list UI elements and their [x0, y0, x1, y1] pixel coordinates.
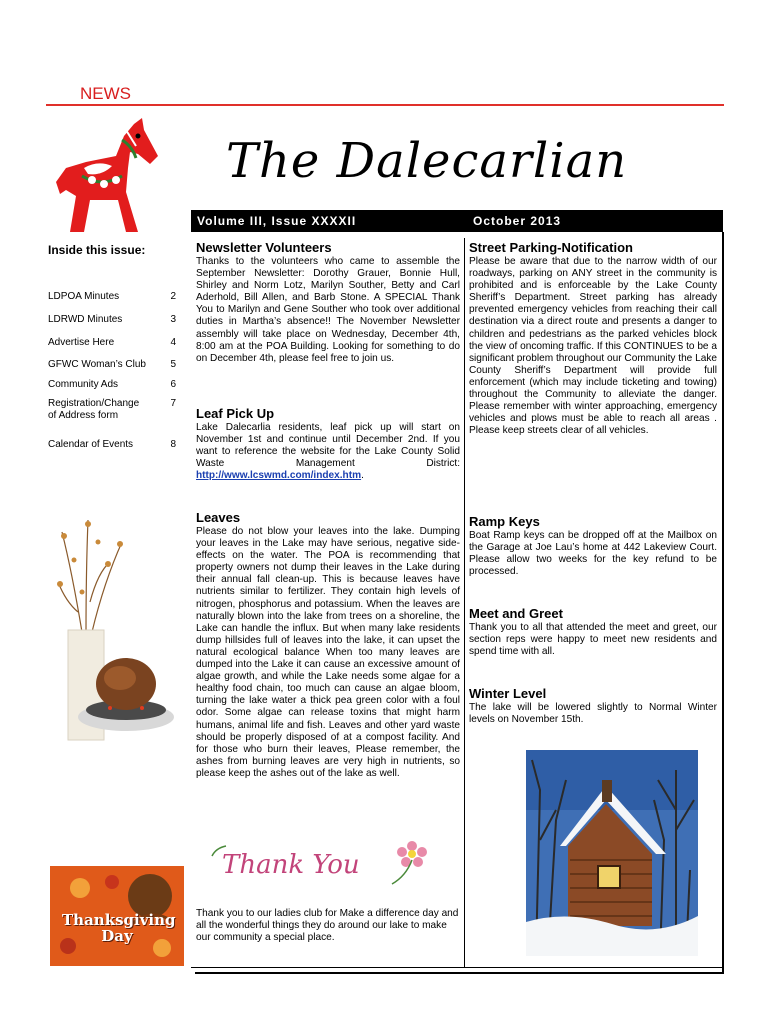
leaves-article [196, 510, 460, 780]
parking-body: Please be aware that due to the narrow width of our roadways, parking on ANY street in the community is prohibited and is enforceable by the Lake County Sheriff’s Department. Street parking has already prevented emergency vehicles from reaching their call destination via a direct route and presents a danger to children and pedestrians as the parked vehicles block the view of oncoming traffic. If this CONTINUES to be a significant problem throughout our Community the Lake County Sheriff’s Department will provide full enforcement (which may include ticketing and towing) throughout the Community to alleviate the danger. Please remember with winter approaching, emergency vehicles and plows must be able to reach all areas . Please keep streets clear of all vehicles. [469, 256, 717, 437]
volunteers-body: Thanks to the volunteers who came to assemble the September Newsletter: Dorothy Grauer, Bonnie Hull, Shirley and Norm Lotz, Marilyn Souther, Betty and Carl Aderhold, Bill Allen, and Barb Stone. A SPECIAL Thank You to Marilyn and Gene Souther who took over additional duties in Martha’s absence!! The November Newsletter assembly will take place on Wednesday, December 4th, 8:00 am at the POA Building. Looking for something to do on December 4th, please feel free to join us. [196, 256, 460, 364]
dala-horse-icon [46, 116, 166, 238]
bottom-border-shadow [195, 972, 724, 974]
newsletter-title: The Dalecarlian [226, 133, 628, 189]
leaf-pickup-article [196, 406, 460, 482]
news-label: NEWS [80, 84, 131, 103]
issue-date: October 2013 [473, 214, 562, 228]
volume-issue: Volume III, Issue XXXXII [197, 214, 357, 228]
parking-article [469, 240, 717, 437]
volunteers-heading: Newsletter Volunteers [196, 240, 332, 255]
lcswmd-link[interactable]: http://www.lcswmd.com/index.htm [196, 470, 362, 482]
leaf-pickup-end: . [361, 470, 364, 482]
middle-column [196, 240, 460, 365]
toc-item-page: 2 [170, 291, 176, 302]
header-rule [46, 104, 724, 106]
meet-greet-article [469, 606, 717, 658]
winter-level-article [469, 686, 717, 726]
winter-level-heading: Winter Level [469, 686, 547, 701]
right-border [722, 232, 724, 974]
meet-greet-heading: Meet and Greet [469, 606, 563, 621]
toc-item-label: GFWC Woman’s Club [48, 359, 146, 370]
thank-you-body: Thank you to our ladies club for Make a difference day and all the wonderful things they do around our lake to make our community a special place. [196, 908, 459, 944]
thanksgiving-day-caption [62, 911, 176, 945]
ramp-keys-heading: Ramp Keys [469, 514, 540, 529]
thanksgiving-line1: Thanksgiving [62, 911, 176, 929]
ramp-keys-body: Boat Ramp keys can be dropped off at the Mailbox on the Garage at Joe Lau’s home at 442 Lakeview Court. Please allow two weeks for the key refund to be processed. [469, 530, 717, 578]
toc-item-label: LDPOA Minutes [48, 291, 120, 302]
toc-item-label: Calendar of Events [48, 439, 134, 450]
toc-item-page: 8 [170, 439, 176, 450]
thank-you-art: Thank You [222, 850, 360, 880]
toc-item-page: 7 [170, 398, 176, 409]
toc-item-page: 4 [170, 337, 176, 348]
leaf-pickup-heading: Leaf Pick Up [196, 406, 275, 421]
thank-you-article [196, 908, 460, 944]
leaves-heading: Leaves [196, 510, 241, 525]
toc-item-label: Advertise Here [48, 337, 115, 348]
leaves-body: Please do not blow your leaves into the lake. Dumping your leaves in the Lake may have serious, negative side-effects on the water. The POA is recommending that property owners not dump their leaves in the Lake during their annual fall clean-up. This is because leaves have nutrients similar to fertilizer. They contain high levels of nitrogen, phosphorus and potassium. When the leaves are naturally blown into the lake from trees on a shoreline, the Lake can handle the influx. But when many lake residents dump hillsides full of leaves into the lake, it can upset the natural ecological balance When too many leaves are dumped into the Lake it can cause an excessive amount of algae growth, and while the Lake needs some algae for a healthy food chain, too much can cause an algae bloom, turning the lake water a thick pea green color with a foul odor. Some algae can release toxins that might harm humans, animal life and fish. Leaves and other yard waste should be properly disposed of at a compost facility. And for those who burn their leaves, Please remember, the ashes from burning leaves are very high in nutrients, so please keep the ashes out of the lake as well. [196, 526, 460, 779]
leaf-pickup-body: Lake Dalecarlia residents, leaf pick up will start on November 1st and continue until December 2nd. If you want to reference the website for the Lake County Solid Waste Management District: [196, 422, 460, 470]
meet-greet-body: Thank you to all that attended the meet and greet, our section reps were happy to meet new residents and spend time with all. [469, 622, 717, 658]
winter-level-body: The lake will be lowered slightly to Normal Winter levels on November 15th. [469, 702, 717, 726]
ramp-keys-article [469, 514, 717, 578]
toc-item-page: 5 [170, 359, 176, 370]
toc-item-label: LDRWD Minutes [48, 314, 123, 325]
volume-bar [191, 210, 723, 232]
toc-item-label: Community Ads [48, 379, 119, 390]
winter-cabin-image [526, 750, 698, 956]
bottom-border [191, 967, 722, 968]
toc-item-page: 6 [170, 379, 176, 390]
toc-item-label: Registration/Change of Address form [48, 398, 140, 421]
turkey-centerpiece-image [52, 512, 174, 762]
toc-title: Inside this issue: [48, 243, 146, 257]
thanksgiving-line2: Day [101, 927, 133, 945]
column-divider [464, 238, 465, 968]
toc-item-page: 3 [170, 314, 176, 325]
parking-heading: Street Parking-Notification [469, 240, 633, 255]
leaf-pickup-body-wrap [196, 422, 460, 482]
